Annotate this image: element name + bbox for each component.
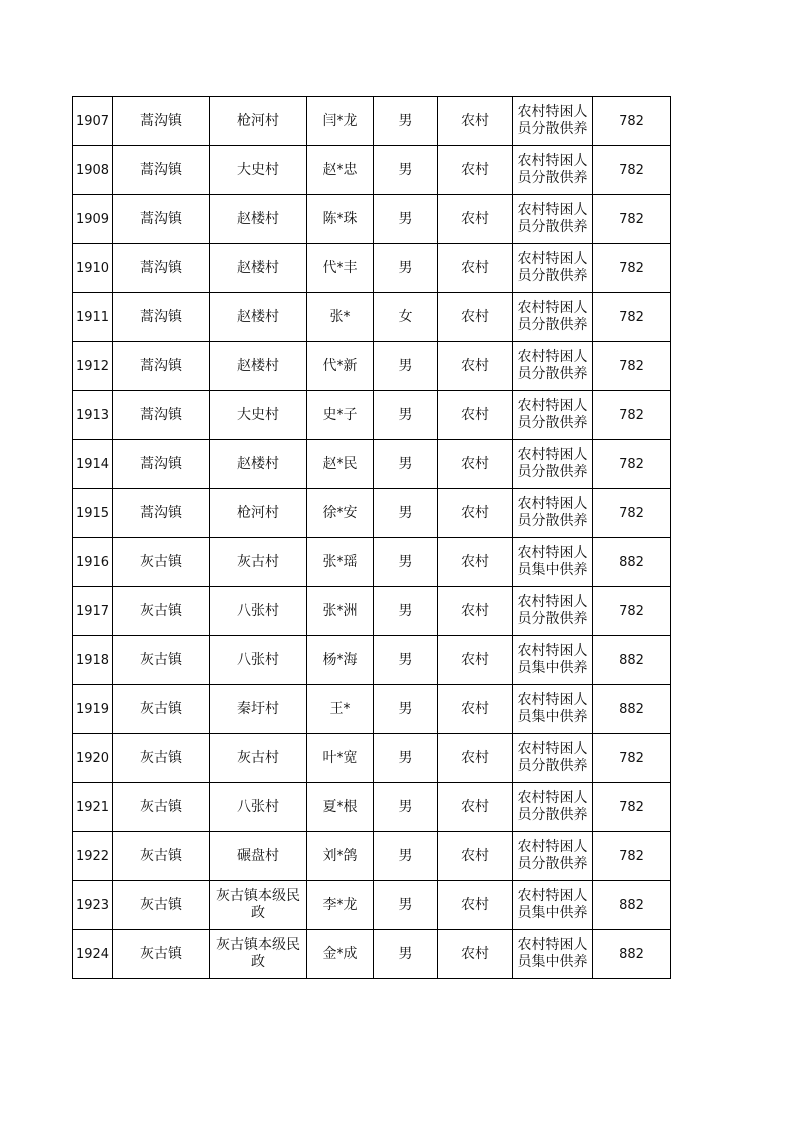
gender-cell: 男 bbox=[374, 244, 438, 293]
serial-number-cell: 1924 bbox=[73, 930, 113, 979]
table-row bbox=[73, 489, 671, 538]
support-type-cell: 农村特困人员分散供养 bbox=[513, 342, 593, 391]
area-type-cell: 农村 bbox=[438, 538, 513, 587]
support-type-cell: 农村特困人员分散供养 bbox=[513, 97, 593, 146]
serial-number-cell: 1915 bbox=[73, 489, 113, 538]
support-type-cell: 农村特困人员分散供养 bbox=[513, 832, 593, 881]
table-row bbox=[73, 538, 671, 587]
table-row bbox=[73, 636, 671, 685]
town-cell: 灰古镇 bbox=[113, 881, 210, 930]
town-cell: 灰古镇 bbox=[113, 783, 210, 832]
area-type-cell: 农村 bbox=[438, 881, 513, 930]
person-name-cell: 张* bbox=[307, 293, 374, 342]
town-cell: 灰古镇 bbox=[113, 538, 210, 587]
support-type-cell: 农村特困人员集中供养 bbox=[513, 685, 593, 734]
amount-cell: 782 bbox=[593, 293, 671, 342]
gender-cell: 男 bbox=[374, 538, 438, 587]
area-type-cell: 农村 bbox=[438, 734, 513, 783]
village-cell: 八张村 bbox=[210, 587, 307, 636]
support-type-cell: 农村特困人员集中供养 bbox=[513, 930, 593, 979]
village-cell: 灰古镇本级民政 bbox=[210, 930, 307, 979]
amount-cell: 782 bbox=[593, 783, 671, 832]
person-name-cell: 王* bbox=[307, 685, 374, 734]
serial-number-cell: 1917 bbox=[73, 587, 113, 636]
village-cell: 秦圩村 bbox=[210, 685, 307, 734]
serial-number-cell: 1918 bbox=[73, 636, 113, 685]
serial-number-cell: 1914 bbox=[73, 440, 113, 489]
village-cell: 赵楼村 bbox=[210, 195, 307, 244]
support-type-cell: 农村特困人员分散供养 bbox=[513, 391, 593, 440]
person-name-cell: 张*瑶 bbox=[307, 538, 374, 587]
gender-cell: 男 bbox=[374, 636, 438, 685]
area-type-cell: 农村 bbox=[438, 146, 513, 195]
gender-cell: 男 bbox=[374, 734, 438, 783]
gender-cell: 男 bbox=[374, 783, 438, 832]
town-cell: 灰古镇 bbox=[113, 930, 210, 979]
amount-cell: 782 bbox=[593, 832, 671, 881]
area-type-cell: 农村 bbox=[438, 685, 513, 734]
person-name-cell: 赵*忠 bbox=[307, 146, 374, 195]
town-cell: 灰古镇 bbox=[113, 636, 210, 685]
person-name-cell: 赵*民 bbox=[307, 440, 374, 489]
table-row bbox=[73, 342, 671, 391]
area-type-cell: 农村 bbox=[438, 195, 513, 244]
amount-cell: 882 bbox=[593, 881, 671, 930]
gender-cell: 男 bbox=[374, 832, 438, 881]
amount-cell: 782 bbox=[593, 146, 671, 195]
table-row bbox=[73, 440, 671, 489]
person-name-cell: 刘*鸽 bbox=[307, 832, 374, 881]
amount-cell: 782 bbox=[593, 342, 671, 391]
person-name-cell: 金*成 bbox=[307, 930, 374, 979]
area-type-cell: 农村 bbox=[438, 636, 513, 685]
area-type-cell: 农村 bbox=[438, 587, 513, 636]
serial-number-cell: 1919 bbox=[73, 685, 113, 734]
area-type-cell: 农村 bbox=[438, 440, 513, 489]
town-cell: 蒿沟镇 bbox=[113, 342, 210, 391]
village-cell: 八张村 bbox=[210, 783, 307, 832]
table-row bbox=[73, 391, 671, 440]
support-type-cell: 农村特困人员分散供养 bbox=[513, 783, 593, 832]
person-name-cell: 代*丰 bbox=[307, 244, 374, 293]
table-row bbox=[73, 146, 671, 195]
town-cell: 蒿沟镇 bbox=[113, 244, 210, 293]
amount-cell: 782 bbox=[593, 195, 671, 244]
serial-number-cell: 1922 bbox=[73, 832, 113, 881]
gender-cell: 男 bbox=[374, 930, 438, 979]
support-type-cell: 农村特困人员分散供养 bbox=[513, 293, 593, 342]
person-name-cell: 杨*海 bbox=[307, 636, 374, 685]
table-row bbox=[73, 293, 671, 342]
village-cell: 灰古村 bbox=[210, 538, 307, 587]
person-name-cell: 夏*根 bbox=[307, 783, 374, 832]
amount-cell: 782 bbox=[593, 244, 671, 293]
area-type-cell: 农村 bbox=[438, 342, 513, 391]
support-type-cell: 农村特困人员分散供养 bbox=[513, 587, 593, 636]
beneficiary-table bbox=[72, 96, 671, 979]
amount-cell: 882 bbox=[593, 538, 671, 587]
area-type-cell: 农村 bbox=[438, 293, 513, 342]
village-cell: 枪河村 bbox=[210, 489, 307, 538]
village-cell: 八张村 bbox=[210, 636, 307, 685]
village-cell: 灰古镇本级民政 bbox=[210, 881, 307, 930]
person-name-cell: 陈*珠 bbox=[307, 195, 374, 244]
table-row bbox=[73, 930, 671, 979]
area-type-cell: 农村 bbox=[438, 930, 513, 979]
table-row bbox=[73, 195, 671, 244]
village-cell: 枪河村 bbox=[210, 97, 307, 146]
serial-number-cell: 1909 bbox=[73, 195, 113, 244]
village-cell: 赵楼村 bbox=[210, 440, 307, 489]
village-cell: 大史村 bbox=[210, 391, 307, 440]
amount-cell: 882 bbox=[593, 636, 671, 685]
serial-number-cell: 1913 bbox=[73, 391, 113, 440]
gender-cell: 男 bbox=[374, 685, 438, 734]
area-type-cell: 农村 bbox=[438, 783, 513, 832]
area-type-cell: 农村 bbox=[438, 97, 513, 146]
amount-cell: 782 bbox=[593, 391, 671, 440]
support-type-cell: 农村特困人员集中供养 bbox=[513, 636, 593, 685]
town-cell: 蒿沟镇 bbox=[113, 391, 210, 440]
town-cell: 灰古镇 bbox=[113, 587, 210, 636]
person-name-cell: 张*洲 bbox=[307, 587, 374, 636]
town-cell: 蒿沟镇 bbox=[113, 146, 210, 195]
support-type-cell: 农村特困人员集中供养 bbox=[513, 538, 593, 587]
amount-cell: 782 bbox=[593, 489, 671, 538]
serial-number-cell: 1910 bbox=[73, 244, 113, 293]
table-row bbox=[73, 881, 671, 930]
support-type-cell: 农村特困人员集中供养 bbox=[513, 881, 593, 930]
amount-cell: 782 bbox=[593, 587, 671, 636]
serial-number-cell: 1908 bbox=[73, 146, 113, 195]
village-cell: 碾盘村 bbox=[210, 832, 307, 881]
table-row bbox=[73, 832, 671, 881]
support-type-cell: 农村特困人员分散供养 bbox=[513, 244, 593, 293]
gender-cell: 男 bbox=[374, 146, 438, 195]
area-type-cell: 农村 bbox=[438, 489, 513, 538]
town-cell: 灰古镇 bbox=[113, 734, 210, 783]
village-cell: 大史村 bbox=[210, 146, 307, 195]
serial-number-cell: 1916 bbox=[73, 538, 113, 587]
gender-cell: 男 bbox=[374, 587, 438, 636]
gender-cell: 男 bbox=[374, 97, 438, 146]
area-type-cell: 农村 bbox=[438, 832, 513, 881]
amount-cell: 882 bbox=[593, 930, 671, 979]
town-cell: 蒿沟镇 bbox=[113, 440, 210, 489]
amount-cell: 782 bbox=[593, 440, 671, 489]
village-cell: 灰古村 bbox=[210, 734, 307, 783]
gender-cell: 男 bbox=[374, 195, 438, 244]
town-cell: 蒿沟镇 bbox=[113, 195, 210, 244]
support-type-cell: 农村特困人员分散供养 bbox=[513, 440, 593, 489]
gender-cell: 女 bbox=[374, 293, 438, 342]
village-cell: 赵楼村 bbox=[210, 342, 307, 391]
gender-cell: 男 bbox=[374, 391, 438, 440]
serial-number-cell: 1923 bbox=[73, 881, 113, 930]
table-body bbox=[73, 97, 671, 979]
town-cell: 灰古镇 bbox=[113, 832, 210, 881]
support-type-cell: 农村特困人员分散供养 bbox=[513, 195, 593, 244]
person-name-cell: 徐*安 bbox=[307, 489, 374, 538]
person-name-cell: 闫*龙 bbox=[307, 97, 374, 146]
person-name-cell: 李*龙 bbox=[307, 881, 374, 930]
amount-cell: 782 bbox=[593, 734, 671, 783]
gender-cell: 男 bbox=[374, 489, 438, 538]
serial-number-cell: 1921 bbox=[73, 783, 113, 832]
table-row bbox=[73, 97, 671, 146]
support-type-cell: 农村特困人员分散供养 bbox=[513, 734, 593, 783]
gender-cell: 男 bbox=[374, 342, 438, 391]
town-cell: 灰古镇 bbox=[113, 685, 210, 734]
gender-cell: 男 bbox=[374, 881, 438, 930]
serial-number-cell: 1911 bbox=[73, 293, 113, 342]
serial-number-cell: 1912 bbox=[73, 342, 113, 391]
amount-cell: 882 bbox=[593, 685, 671, 734]
village-cell: 赵楼村 bbox=[210, 244, 307, 293]
area-type-cell: 农村 bbox=[438, 244, 513, 293]
support-type-cell: 农村特困人员分散供养 bbox=[513, 146, 593, 195]
person-name-cell: 史*子 bbox=[307, 391, 374, 440]
serial-number-cell: 1920 bbox=[73, 734, 113, 783]
village-cell: 赵楼村 bbox=[210, 293, 307, 342]
area-type-cell: 农村 bbox=[438, 391, 513, 440]
town-cell: 蒿沟镇 bbox=[113, 97, 210, 146]
person-name-cell: 叶*宽 bbox=[307, 734, 374, 783]
table-row bbox=[73, 587, 671, 636]
table-row bbox=[73, 685, 671, 734]
amount-cell: 782 bbox=[593, 97, 671, 146]
town-cell: 蒿沟镇 bbox=[113, 489, 210, 538]
table-row bbox=[73, 244, 671, 293]
town-cell: 蒿沟镇 bbox=[113, 293, 210, 342]
serial-number-cell: 1907 bbox=[73, 97, 113, 146]
support-type-cell: 农村特困人员分散供养 bbox=[513, 489, 593, 538]
gender-cell: 男 bbox=[374, 440, 438, 489]
table-row bbox=[73, 734, 671, 783]
person-name-cell: 代*新 bbox=[307, 342, 374, 391]
table-row bbox=[73, 783, 671, 832]
